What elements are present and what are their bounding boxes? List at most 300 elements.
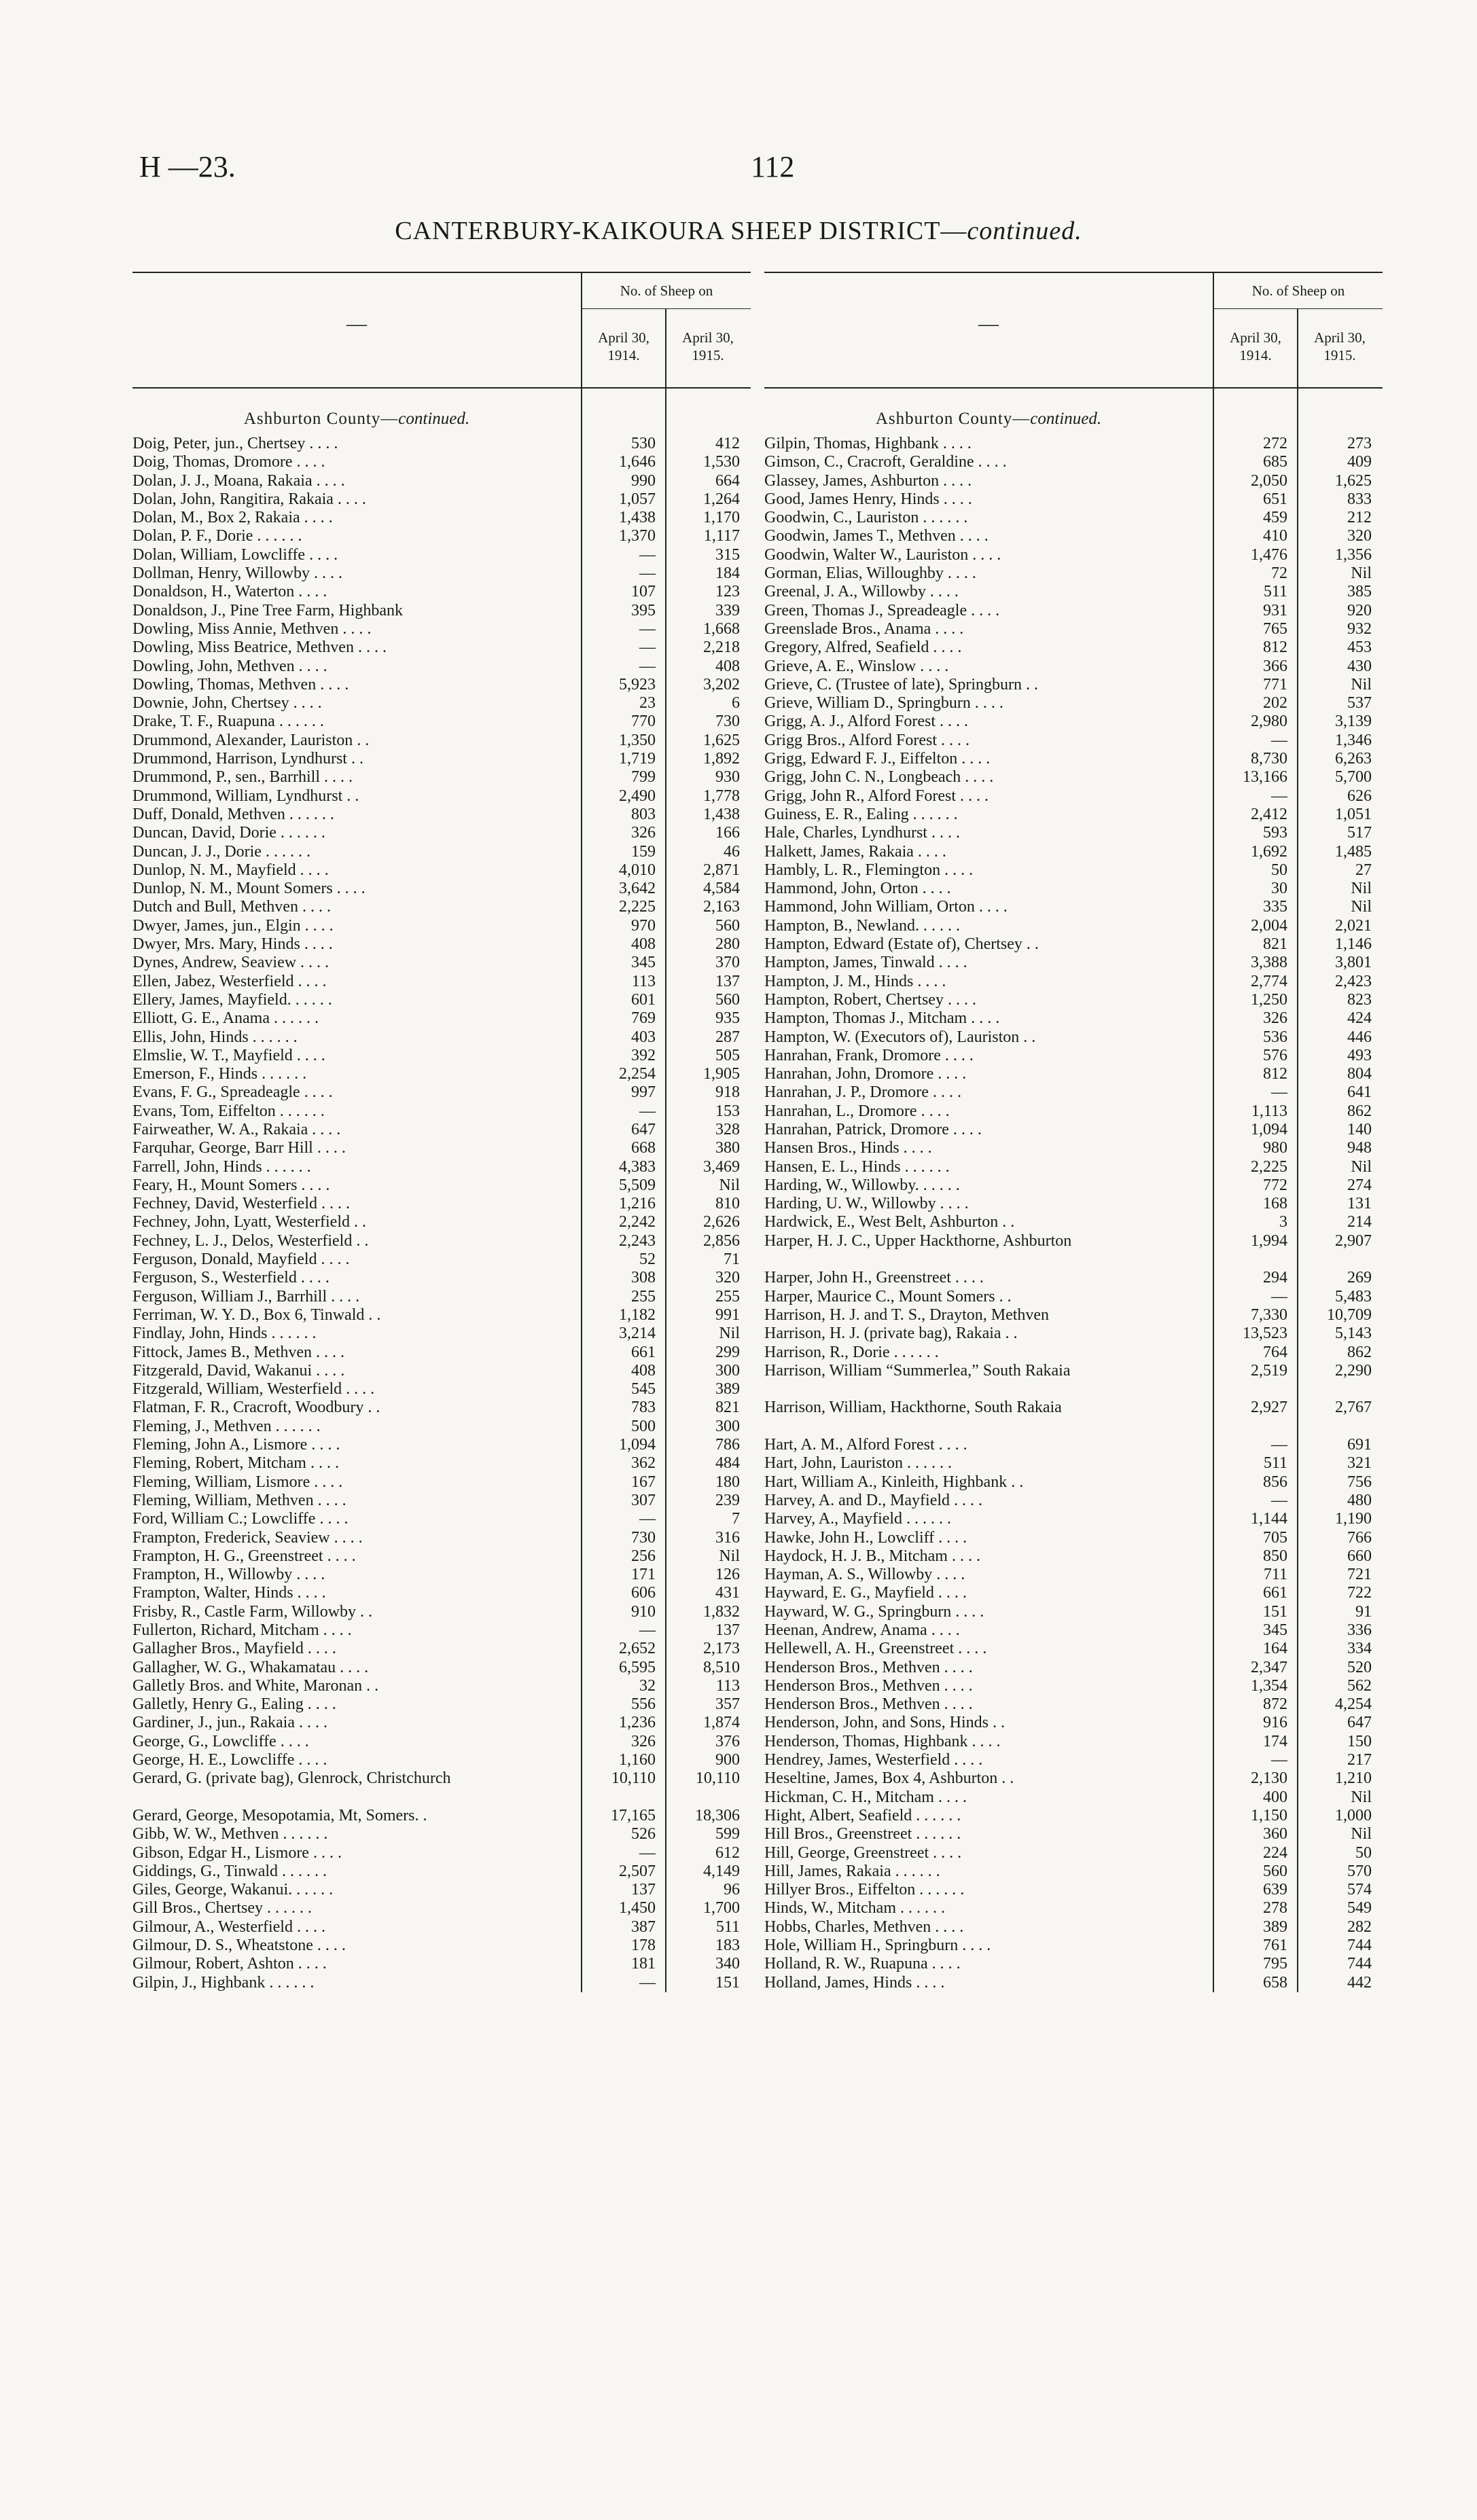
owner-name: Ferriman, W. Y. D., Box 6, Tinwald . . (132, 1306, 381, 1324)
sheep-1914: — (1271, 1287, 1287, 1306)
table-row (764, 1918, 1383, 1937)
sheep-1915: 287 (715, 1028, 740, 1046)
table-row (132, 658, 751, 676)
sheep-1914: 1,182 (619, 1306, 656, 1324)
table-row (764, 880, 1383, 898)
table-row (132, 768, 751, 787)
sheep-1915: 316 (715, 1528, 740, 1547)
table-row (764, 861, 1383, 880)
sheep-1914: 256 (631, 1547, 656, 1565)
sheep-1915: 389 (715, 1380, 740, 1399)
owner-name: Drake, T. F., Ruapuna . . . . . . (132, 713, 324, 731)
sheep-1914: 1,476 (1251, 545, 1287, 564)
owner-name: Frampton, H. G., Greenstreet . . . . (132, 1547, 356, 1565)
owner-rows (132, 435, 751, 1992)
sheep-1915: 50 (1355, 1843, 1372, 1862)
sheep-1915: 2,218 (703, 638, 740, 657)
sheep-1915: 126 (715, 1566, 740, 1584)
sheep-1914: — (639, 1621, 656, 1639)
sheep-1915: 1,485 (1335, 842, 1372, 861)
sheep-1914: 171 (631, 1566, 656, 1584)
owner-name: Hanrahan, L., Dromore . . . . (764, 1102, 950, 1120)
table-row (764, 1028, 1383, 1047)
sheep-1915: 336 (1347, 1621, 1372, 1639)
owner-name: Hale, Charles, Lyndhurst . . . . (764, 824, 960, 842)
sheep-1915: 1,000 (1335, 1806, 1372, 1824)
sheep-1914: 7,330 (1251, 1306, 1287, 1324)
sheep-1914: 335 (1263, 898, 1287, 916)
sheep-1915: 810 (715, 1195, 740, 1213)
table-row (132, 1566, 751, 1584)
sheep-1915: 570 (1347, 1862, 1372, 1880)
sheep-1915: 511 (715, 1918, 740, 1936)
owner-name: Grigg, A. J., Alford Forest . . . . (764, 713, 968, 731)
owner-name: Harding, W., Willowby. . . . . . (764, 1176, 960, 1194)
sheep-1914: 990 (631, 471, 656, 490)
sheep-1915: 442 (1347, 1973, 1372, 1992)
table-row (764, 1492, 1383, 1510)
owner-name: Drummond, William, Lyndhurst . . (132, 787, 359, 805)
sheep-1915: 1,832 (703, 1602, 740, 1621)
owner-name: Gilmour, Robert, Ashton . . . . (132, 1955, 327, 1973)
sheep-1915: 626 (1347, 787, 1372, 805)
owner-name: Harrison, R., Dorie . . . . . . (764, 1343, 939, 1361)
table-row (764, 1937, 1383, 1955)
owner-name: Ford, William C.; Lowcliffe . . . . (132, 1510, 349, 1528)
table-row (132, 583, 751, 601)
sheep-1915: 6 (732, 694, 740, 713)
sheep-1915: 537 (1347, 694, 1372, 713)
sheep-1915: 137 (715, 972, 740, 990)
sheep-1915: 480 (1347, 1491, 1372, 1509)
owner-name: George, G., Lowcliffe . . . . (132, 1732, 309, 1750)
owner-name: Gilpin, J., Highbank . . . . . . (132, 1973, 315, 1992)
sheep-1914: 647 (631, 1120, 656, 1138)
table-row (132, 1436, 751, 1454)
owner-name: Elliott, G. E., Anama . . . . . . (132, 1009, 319, 1028)
sheep-1914: 308 (631, 1269, 656, 1287)
table-row (764, 973, 1383, 991)
owner-name: Dwyer, Mrs. Mary, Hinds . . . . (132, 935, 333, 954)
sheep-1915: 269 (1347, 1269, 1372, 1287)
sheep-1915: 113 (715, 1676, 740, 1695)
table-row (132, 1733, 751, 1751)
owner-name: Hampton, B., Newland. . . . . . (764, 916, 960, 935)
table-row (764, 1807, 1383, 1825)
owner-name: Hill Bros., Greenstreet . . . . . . (764, 1825, 961, 1843)
sheep-1915: 3,801 (1335, 954, 1372, 972)
table-row (132, 1769, 751, 1807)
owner-name: Giddings, G., Tinwald . . . . . . (132, 1862, 327, 1880)
table-row (132, 1492, 751, 1510)
sheep-1915: 280 (715, 935, 740, 954)
table-row (132, 1399, 751, 1417)
sheep-1915: 131 (1347, 1195, 1372, 1213)
sheep-1914: — (1271, 1491, 1287, 1509)
owner-name: Dunlop, N. M., Mount Somers . . . . (132, 880, 366, 898)
sheep-1914: 1,646 (619, 453, 656, 471)
sheep-1915: 321 (1347, 1454, 1372, 1473)
sheep-1915: 641 (1347, 1083, 1372, 1102)
table-row (764, 787, 1383, 806)
table-row (764, 435, 1383, 453)
sheep-1914: 1,719 (619, 750, 656, 768)
owner-name: Evans, Tom, Eiffelton . . . . . . (132, 1102, 325, 1120)
owner-name: Farquhar, George, Barr Hill . . . . (132, 1139, 346, 1157)
table-row (132, 1955, 751, 1973)
table-row (764, 1584, 1383, 1602)
sheep-1915: 900 (715, 1751, 740, 1769)
owner-name: Gallagher Bros., Mayfield . . . . (132, 1640, 336, 1658)
table-row (764, 917, 1383, 935)
table-row (764, 1510, 1383, 1528)
sheep-1914: 526 (631, 1825, 656, 1843)
sheep-1914: — (639, 1102, 656, 1120)
owner-name: Hart, William A., Kinleith, Highbank . . (764, 1473, 1024, 1491)
owner-name: Drummond, Harrison, Lyndhurst . . (132, 750, 363, 768)
owner-name: Dwyer, James, jun., Elgin . . . . (132, 916, 334, 935)
sheep-1914: 2,243 (619, 1231, 656, 1250)
sheep-1914: 52 (639, 1250, 656, 1269)
sheep-1915: 505 (715, 1046, 740, 1064)
sheep-1915: Nil (1351, 675, 1372, 694)
sheep-1915: 2,290 (1335, 1361, 1372, 1380)
sheep-1915: 1,210 (1335, 1769, 1372, 1788)
sheep-1915: 27 (1355, 861, 1372, 879)
sheep-1915: 2,626 (703, 1213, 740, 1231)
owner-name: Grigg, John C. N., Longbeach . . . . (764, 768, 994, 787)
table-row (132, 1974, 751, 1992)
owner-name: Fleming, William, Methven . . . . (132, 1491, 346, 1509)
owner-name: Doig, Peter, jun., Chertsey . . . . (132, 435, 338, 452)
table-row (764, 1955, 1383, 1973)
table-row (132, 1009, 751, 1028)
sheep-1914: 1,350 (619, 731, 656, 749)
sheep-1915: 150 (1347, 1732, 1372, 1750)
sheep-1915: 184 (715, 564, 740, 583)
sheep-1914: 1,354 (1251, 1676, 1287, 1695)
table-row (764, 1065, 1383, 1083)
sheep-1914: 326 (631, 824, 656, 842)
sheep-1914: 164 (1263, 1640, 1287, 1658)
sheep-1915: 1,146 (1335, 935, 1372, 954)
sheep-1914: 272 (1263, 435, 1287, 452)
table-row (764, 1695, 1383, 1714)
owner-name: Hansen Bros., Hinds . . . . (764, 1139, 932, 1157)
sheep-1914: 661 (1263, 1584, 1287, 1602)
owner-name: Holland, James, Hinds . . . . (764, 1973, 945, 1992)
sheep-1915: 920 (1347, 601, 1372, 619)
table-row (132, 732, 751, 750)
sheep-1915: 5,483 (1335, 1287, 1372, 1306)
sheep-1914: 72 (1271, 564, 1287, 583)
table-row (764, 620, 1383, 638)
sheep-1914: 224 (1263, 1843, 1287, 1862)
owner-name: Grieve, William D., Springburn . . . . (764, 694, 1003, 713)
table-row (764, 658, 1383, 676)
sheep-1914: 13,166 (1243, 768, 1287, 787)
sheep-1915: 932 (1347, 619, 1372, 638)
owner-name: Frampton, H., Willowby . . . . (132, 1566, 325, 1584)
sheep-1915: 1,264 (703, 490, 740, 508)
sheep-1915: 562 (1347, 1676, 1372, 1695)
owner-name: Gibb, W. W., Methven . . . . . . (132, 1825, 328, 1843)
sheep-1915: 786 (715, 1436, 740, 1454)
owner-name: Good, James Henry, Hinds . . . . (764, 490, 972, 508)
owner-name: Donaldson, H., Waterton . . . . (132, 583, 327, 601)
table-row (764, 1436, 1383, 1454)
sheep-1915: 328 (715, 1120, 740, 1138)
sheep-1914: 1,160 (619, 1751, 656, 1769)
owner-name: Holland, R. W., Ruapuna . . . . (764, 1955, 961, 1973)
sheep-1915: 2,871 (703, 861, 740, 879)
sheep-1915: 4,254 (1335, 1695, 1372, 1714)
table-row (764, 1232, 1383, 1270)
table-body (764, 389, 1383, 1992)
table-row (764, 750, 1383, 768)
sheep-1914: 10,110 (611, 1769, 656, 1788)
sheep-1915: 315 (715, 545, 740, 564)
owner-name: Dynes, Andrew, Seaview . . . . (132, 954, 330, 972)
sheep-1914: 795 (1263, 1955, 1287, 1973)
sheep-1915: 756 (1347, 1473, 1372, 1491)
sheep-1915: 151 (715, 1973, 740, 1992)
col-1914-header: April 30, 1914. (581, 308, 665, 387)
sheep-1914: — (1271, 787, 1287, 805)
owner-name: Hart, John, Lauriston . . . . . . (764, 1454, 952, 1473)
table-row (764, 1269, 1383, 1287)
table-row (132, 1083, 751, 1102)
sheep-1915: 282 (1347, 1918, 1372, 1936)
page-title (0, 216, 1477, 246)
sheep-1914: 2,050 (1251, 471, 1287, 490)
owner-name: Ellery, James, Mayfield. . . . . . (132, 990, 332, 1009)
table-row (132, 602, 751, 620)
table-row (132, 750, 751, 768)
sheep-1914: 6,595 (619, 1658, 656, 1676)
sheep-1915: 991 (715, 1306, 740, 1324)
sheep-1914: 1,094 (619, 1436, 656, 1454)
owner-name: Hammond, John, Orton . . . . (764, 880, 951, 898)
owner-name: George, H. E., Lowcliffe . . . . (132, 1751, 327, 1769)
table-row (764, 1844, 1383, 1862)
owner-name: Fitzgerald, David, Wakanui . . . . (132, 1361, 345, 1380)
table-row (132, 1584, 751, 1602)
table-row (132, 1065, 751, 1083)
sheep-1914: 931 (1263, 601, 1287, 619)
sheep-1914: 392 (631, 1046, 656, 1064)
table-row (132, 1028, 751, 1047)
sheep-1914: 326 (1263, 1009, 1287, 1028)
owner-name: Hanrahan, John, Dromore . . . . (764, 1065, 967, 1083)
sheep-1914: 576 (1263, 1046, 1287, 1064)
owner-name: Duncan, J. J., Dorie . . . . . . (132, 842, 310, 861)
table-row (764, 1881, 1383, 1899)
sheep-1914: 30 (1271, 880, 1287, 898)
sheep-1915: 96 (724, 1881, 740, 1899)
owner-name: Hendrey, James, Westerfield . . . . (764, 1751, 983, 1769)
table-row (764, 1974, 1383, 1992)
table-row (132, 1158, 751, 1176)
sheep-1915: 549 (1347, 1899, 1372, 1918)
table-row (132, 1547, 751, 1566)
owner-name: Hammond, John William, Orton . . . . (764, 898, 1008, 916)
sheep-1915: 599 (715, 1825, 740, 1843)
owner-name: Fairweather, W. A., Rakaia . . . . (132, 1120, 341, 1138)
sheep-1914: 410 (1263, 527, 1287, 545)
table-row (764, 898, 1383, 916)
table-row (764, 490, 1383, 509)
sheep-1914: 606 (631, 1584, 656, 1602)
sheep-1915: 823 (1347, 990, 1372, 1009)
table-row (764, 1176, 1383, 1195)
sheep-1915: 804 (1347, 1065, 1372, 1083)
sheep-1915: 660 (1347, 1547, 1372, 1565)
sheep-1914: 168 (1263, 1195, 1287, 1213)
owner-name: Hayward, E. G., Mayfield . . . . (764, 1584, 967, 1602)
sheep-1914: 32 (639, 1676, 656, 1695)
sheep-1915: 3,202 (703, 675, 740, 694)
sheep-1915: 408 (715, 657, 740, 675)
sheep-1914: 5,923 (619, 675, 656, 694)
owner-name: Hart, A. M., Alford Forest . . . . (764, 1436, 967, 1454)
table-row (764, 1547, 1383, 1566)
sheep-1915: 239 (715, 1491, 740, 1509)
sheep-1915: 1,892 (703, 750, 740, 768)
sheep-1915: 1,625 (1335, 471, 1372, 490)
owner-name: Findlay, John, Hinds . . . . . . (132, 1325, 317, 1343)
sheep-1915: 493 (1347, 1046, 1372, 1064)
owner-name: Dollman, Henry, Willowby . . . . (132, 564, 342, 583)
owner-name: Fleming, J., Methven . . . . . . (132, 1417, 321, 1435)
sheep-1914: 799 (631, 768, 656, 787)
table-row (132, 824, 751, 842)
sheep-1915: 10,110 (695, 1769, 740, 1788)
owner-name: Ferguson, Donald, Mayfield . . . . (132, 1250, 350, 1269)
owner-name: Henderson Bros., Methven . . . . (764, 1658, 973, 1676)
owner-name: Hickman, C. H., Mitcham . . . . (764, 1788, 967, 1806)
sheep-1914: 511 (1263, 583, 1287, 601)
sheep-1915: 664 (715, 471, 740, 490)
owner-name: Frisby, R., Castle Farm, Willowby . . (132, 1602, 373, 1621)
table-row (764, 1899, 1383, 1918)
sheep-1915: 2,021 (1335, 916, 1372, 935)
sheep-1914: 530 (631, 435, 656, 452)
sheep-1915: 1,051 (1335, 805, 1372, 823)
sheep-1915: 691 (1347, 1436, 1372, 1454)
sheep-1914: 5,509 (619, 1176, 656, 1194)
table-row (132, 1250, 751, 1269)
owner-name: Grieve, A. E., Winslow . . . . (764, 657, 949, 675)
owner-name: Haydock, H. J. B., Mitcham . . . . (764, 1547, 980, 1565)
owner-name: Henderson Bros., Methven . . . . (764, 1676, 973, 1695)
table-row (132, 1473, 751, 1492)
table-row (764, 1306, 1383, 1325)
sheep-1914: 345 (1263, 1621, 1287, 1639)
sheep-1914: 389 (1263, 1918, 1287, 1936)
owner-name: Hole, William H., Springburn . . . . (764, 1937, 991, 1955)
table-row (764, 732, 1383, 750)
owner-name: Downie, John, Chertsey . . . . (132, 694, 322, 713)
sheep-1914: 705 (1263, 1528, 1287, 1547)
sheep-1914: 3,642 (619, 880, 656, 898)
owner-name: Doig, Thomas, Dromore . . . . (132, 453, 325, 471)
owner-name: Hinds, W., Mitcham . . . . . . (764, 1899, 946, 1918)
table-row (132, 1862, 751, 1881)
owner-name: Hansen, E. L., Hinds . . . . . . (764, 1157, 950, 1176)
sheep-1914: 668 (631, 1139, 656, 1157)
owner-name: Hanrahan, J. P., Dromore . . . . (764, 1083, 961, 1102)
sheep-1915: 948 (1347, 1139, 1372, 1157)
sheep-1915: Nil (1351, 898, 1372, 916)
sheep-1915: 484 (715, 1454, 740, 1473)
table-body (132, 389, 751, 1992)
owner-name: Hillyer Bros., Eiffelton . . . . . . (764, 1881, 965, 1899)
sheep-1914: 345 (631, 954, 656, 972)
table-row (132, 620, 751, 638)
sheep-1914: 151 (1263, 1602, 1287, 1621)
owner-name: Dolan, P. F., Dorie . . . . . . (132, 527, 302, 545)
sheep-1915: 1,117 (703, 527, 740, 545)
table-row (764, 1195, 1383, 1213)
table-row (132, 1232, 751, 1250)
owner-name: Ellis, John, Hinds . . . . . . (132, 1028, 298, 1046)
sheep-1915: 137 (715, 1621, 740, 1639)
sheep-1914: 2,242 (619, 1213, 656, 1231)
owner-name: Hampton, J. M., Hinds . . . . (764, 972, 946, 990)
owner-name: Grigg, John R., Alford Forest . . . . (764, 787, 989, 805)
sheep-1914: 459 (1263, 509, 1287, 527)
sheep-1914: 765 (1263, 619, 1287, 638)
left-table (132, 272, 751, 1992)
table-row (132, 472, 751, 490)
owner-name: Glassey, James, Ashburton . . . . (764, 471, 972, 490)
sheep-1915: 520 (1347, 1658, 1372, 1676)
sheep-1915: 2,173 (703, 1640, 740, 1658)
owner-name: Harper, John H., Greenstreet . . . . (764, 1269, 984, 1287)
sheep-1915: 424 (1347, 1009, 1372, 1028)
sheep-1915: 357 (715, 1695, 740, 1714)
table-row (132, 694, 751, 713)
table-row (132, 1269, 751, 1287)
table-row (132, 843, 751, 861)
table-row (132, 1825, 751, 1843)
sheep-1914: 2,927 (1251, 1399, 1287, 1417)
sheep-1914: 137 (631, 1881, 656, 1899)
owner-name: Fitzgerald, William, Westerfield . . . . (132, 1380, 375, 1399)
table-row (764, 583, 1383, 601)
county-heading: Ashburton County—continued. (875, 410, 1102, 428)
table-row (764, 1102, 1383, 1121)
sheep-1915: 183 (715, 1937, 740, 1955)
owner-name: Harrison, H. J. and T. S., Drayton, Methven (764, 1306, 1050, 1324)
sheep-1914: 17,165 (611, 1806, 656, 1824)
owner-name: Gallagher, W. G., Whakamatau . . . . (132, 1658, 369, 1676)
sheep-1915: 123 (715, 583, 740, 601)
sheep-1914: — (1271, 1436, 1287, 1454)
sheep-1915: 1,190 (1335, 1510, 1372, 1528)
table-row (764, 694, 1383, 713)
sheep-1915: 612 (715, 1843, 740, 1862)
owner-name: Heenan, Andrew, Anama . . . . (764, 1621, 960, 1639)
sheep-1915: 91 (1355, 1602, 1372, 1621)
sheep-1914: 2,225 (619, 898, 656, 916)
sheep-1915: Nil (719, 1547, 740, 1565)
table-row (764, 1454, 1383, 1473)
sheep-1915: 180 (715, 1473, 740, 1491)
owner-name: Giles, George, Wakanui. . . . . . (132, 1881, 334, 1899)
owner-rows (764, 435, 1383, 1992)
